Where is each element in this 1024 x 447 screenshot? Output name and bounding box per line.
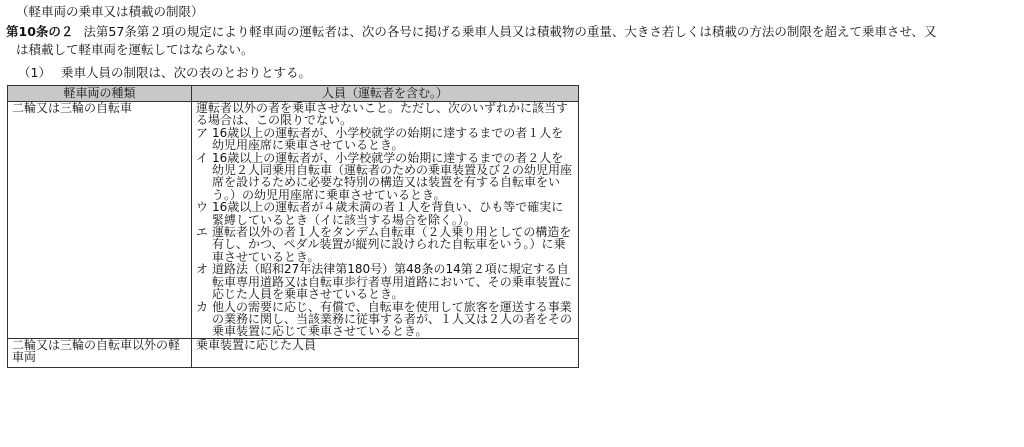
rule-item-text: 道路法（昭和27年法律第180号）第48条の14第２項に規定する自転車専用道路又は自転車歩行者専用道路において、その乗車装置に応じた人員を乗車させているとき。	[212, 262, 572, 302]
rule-item-e	[196, 226, 574, 263]
rule-item-ka	[196, 301, 574, 338]
rule-intro: 運転者以外の者を乗車させないこと。ただし、次のいずれかに該当する場合は、この限りでない。	[196, 101, 569, 128]
rule-item-label: イ	[196, 150, 209, 165]
article-text-line1: 法第57条第２項の規定により軽車両の運転者は、次の各号に掲げる乗車人員又は積載物の重量、大きさ若しくは積載の方法の制限を超えて乗車させ、又	[83, 24, 937, 39]
rule-item-text: 16歳以上の運転者が、小学校就学の始期に達するまでの者２人を幼児２人同乗用自転車（運転者のための乗車装置及び２の幼児用座席を設けるために必要な特別の構造又は装置を有する自転車をいう。）の幼児用座席に乗車させているとき。	[212, 150, 573, 202]
table-row	[8, 102, 579, 339]
rule-item-i	[196, 152, 574, 202]
rule-item-label: オ	[196, 262, 209, 277]
item-text: 乗車人員の制限は、次の表のとおりとする。	[60, 65, 311, 80]
article-number: 第10条の２	[6, 24, 74, 39]
article-paragraph	[6, 23, 1022, 59]
passenger-limit-table	[7, 85, 579, 368]
vehicle-type-cell: 二輪又は三輪の自転車	[8, 102, 192, 339]
rule-item-label: エ	[196, 225, 209, 240]
table-row	[8, 338, 579, 367]
passenger-rule-cell	[192, 102, 579, 339]
header-passenger-count: 人員（運転者を含む。）	[192, 86, 579, 102]
table-header-row	[8, 86, 579, 102]
item-number: （1）	[18, 65, 51, 80]
article-caption: （軽車両の乗車又は積載の制限）	[16, 4, 204, 19]
rule-item-u	[196, 201, 574, 226]
rule-item-label: ア	[196, 125, 209, 140]
rule-item-label: ウ	[196, 200, 209, 215]
rule-item-text: 他人の需要に応じ、有償で、自転車を使用して旅客を運送する事業の業務に関し、当該業務に従事する者が、１人又は２人の者をその乗車装置に応じて乗車させているとき。	[212, 299, 573, 339]
header-vehicle-type: 軽車両の種類	[8, 86, 192, 102]
rule-item-text: 運転者以外の者１人をタンデム自転車（２人乗り用としての構造を有し、かつ、ペダル装置が縦列に設けられた自転車をいう。）に乗車させているとき。	[212, 225, 572, 264]
item-paragraph	[18, 65, 311, 81]
rule-item-text: 16歳以上の運転者が、小学校就学の始期に達するまでの者１人を幼児用座席に乗車させているとき。	[212, 125, 564, 153]
article-text-line2: は積載して軽車両を運転してはならない。	[16, 42, 254, 57]
rule-item-label: カ	[196, 299, 209, 314]
passenger-rule-cell: 乗車装置に応じた人員	[192, 338, 579, 367]
rule-item-o	[196, 263, 574, 300]
rule-item-text: 16歳以上の運転者が４歳未満の者１人を背負い、ひも等で確実に緊縛しているとき（イに該当する場合を除く。）。	[212, 200, 564, 227]
vehicle-type-cell: 二輪又は三輪の自転車以外の軽車両	[8, 338, 192, 367]
rule-item-a	[196, 127, 574, 152]
